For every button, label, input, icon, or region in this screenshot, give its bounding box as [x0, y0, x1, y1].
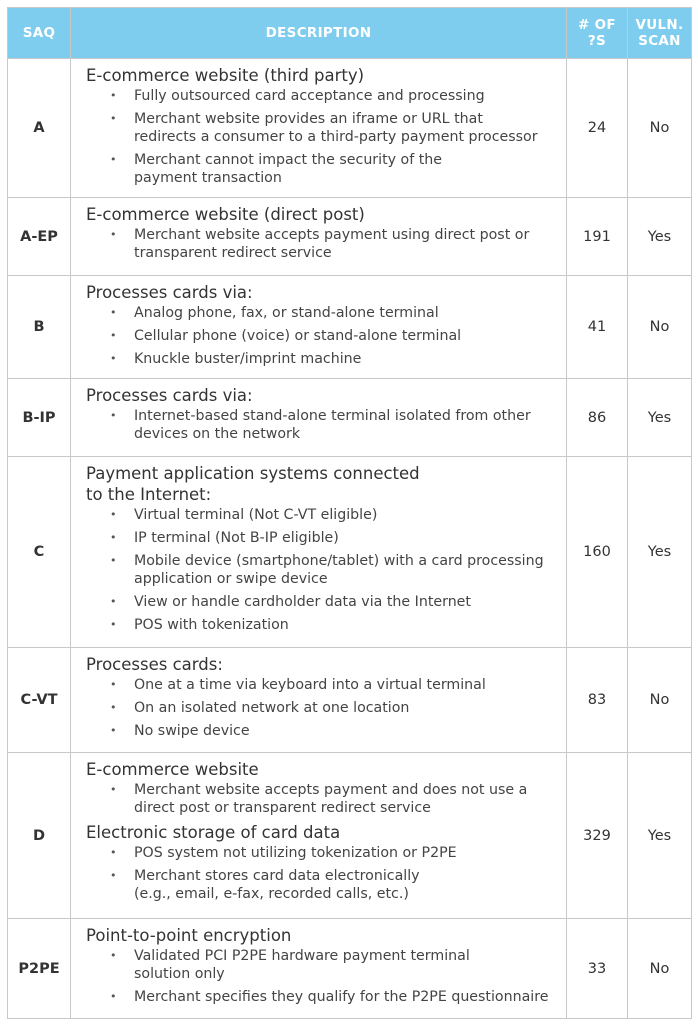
description-cell: [71, 919, 567, 1019]
description-cell: [71, 648, 567, 753]
vuln-scan-cell: Yes: [628, 457, 692, 648]
bullet-item: • One at a time via keyboard into a virtual terminal: [86, 676, 560, 694]
description-heading: Processes cards via:: [86, 386, 253, 405]
bullet-item: • No swipe device: [86, 722, 560, 740]
saq-type-cell: A: [8, 59, 71, 198]
question-count-cell: 160: [567, 457, 628, 648]
bullet-item: • Virtual terminal (Not C-VT eligible): [86, 506, 560, 524]
table-row: [8, 379, 692, 457]
saq-type-cell: C-VT: [8, 648, 71, 753]
bullet-item: • Merchant cannot impact the security of the payment transaction: [86, 151, 560, 187]
question-count-cell: 86: [567, 379, 628, 457]
question-count-cell: 24: [567, 59, 628, 198]
bullet-item: • POS system not utilizing tokenization or P2PE: [86, 844, 560, 862]
saq-type-cell: D: [8, 753, 71, 919]
bullet-item: • On an isolated network at one location: [86, 699, 560, 717]
vuln-scan-cell: No: [628, 276, 692, 379]
description-heading: Processes cards:: [86, 655, 223, 674]
table-row: [8, 276, 692, 379]
bullet-item: • Merchant website provides an iframe or URL that redirects a consumer to a third-party payment processor: [86, 110, 560, 146]
saq-table-container: [7, 7, 691, 1019]
description-cell: [71, 276, 567, 379]
table-row: [8, 648, 692, 753]
header-vuln-scan: VULN. SCAN: [628, 8, 692, 59]
vuln-scan-cell: No: [628, 59, 692, 198]
saq-table: [7, 7, 692, 1019]
question-count-cell: 33: [567, 919, 628, 1019]
bullet-item: • POS with tokenization: [86, 616, 560, 634]
bullet-list: [86, 226, 560, 262]
table-header-row: [8, 8, 692, 59]
bullet-list: [86, 781, 560, 817]
bullet-item: • Mobile device (smartphone/tablet) with a card processing application or swipe device: [86, 552, 560, 588]
vuln-scan-cell: No: [628, 648, 692, 753]
table-row: [8, 198, 692, 276]
description-heading: E-commerce website: [86, 760, 259, 779]
description-heading: Processes cards via:: [86, 283, 253, 302]
bullet-list: [86, 506, 560, 634]
bullet-list: [86, 947, 560, 1006]
bullet-item: • IP terminal (Not B-IP eligible): [86, 529, 560, 547]
description-cell: [71, 457, 567, 648]
table-row: [8, 753, 692, 919]
bullet-item: • Analog phone, fax, or stand-alone terminal: [86, 304, 560, 322]
vuln-scan-cell: No: [628, 919, 692, 1019]
question-count-cell: 41: [567, 276, 628, 379]
bullet-item: • Merchant specifies they qualify for the P2PE questionnaire: [86, 988, 560, 1006]
vuln-scan-cell: Yes: [628, 379, 692, 457]
saq-type-cell: A-EP: [8, 198, 71, 276]
description-cell: [71, 379, 567, 457]
description-heading: Payment application systems connected to the Internet:: [86, 464, 420, 504]
bullet-item: • Knuckle buster/imprint machine: [86, 350, 560, 368]
bullet-item: • Merchant stores card data electronically (e.g., email, e-fax, recorded calls, etc.): [86, 867, 560, 903]
description-cell: [71, 59, 567, 198]
saq-type-cell: C: [8, 457, 71, 648]
table-row: [8, 919, 692, 1019]
saq-type-cell: P2PE: [8, 919, 71, 1019]
description-heading: E-commerce website (third party): [86, 66, 365, 85]
saq-type-cell: B: [8, 276, 71, 379]
description-cell: [71, 198, 567, 276]
description-heading: E-commerce website (direct post): [86, 205, 365, 224]
question-count-cell: 191: [567, 198, 628, 276]
vuln-scan-cell: Yes: [628, 198, 692, 276]
bullet-item: • Merchant website accepts payment and does not use a direct post or transparent redirect service: [86, 781, 560, 817]
bullet-item: • View or handle cardholder data via the Internet: [86, 593, 560, 611]
bullet-list: [86, 844, 560, 903]
table-row: [8, 59, 692, 198]
description-cell: [71, 753, 567, 919]
bullet-item: • Merchant website accepts payment using direct post or transparent redirect service: [86, 226, 560, 262]
bullet-list: [86, 304, 560, 368]
bullet-list: [86, 87, 560, 187]
table-row: [8, 457, 692, 648]
bullet-item: • Validated PCI P2PE hardware payment terminal solution only: [86, 947, 560, 983]
bullet-item: • Fully outsourced card acceptance and processing: [86, 87, 560, 105]
bullet-list: [86, 676, 560, 740]
header-description: DESCRIPTION: [71, 8, 567, 59]
bullet-list: [86, 407, 560, 443]
description-heading: Point-to-point encryption: [86, 926, 292, 945]
description-heading: Electronic storage of card data: [86, 823, 341, 842]
header-saq: SAQ: [8, 8, 71, 59]
header-num-questions: # OF ?S: [567, 8, 628, 59]
bullet-item: • Cellular phone (voice) or stand-alone terminal: [86, 327, 560, 345]
saq-type-cell: B-IP: [8, 379, 71, 457]
vuln-scan-cell: Yes: [628, 753, 692, 919]
question-count-cell: 83: [567, 648, 628, 753]
bullet-item: • Internet-based stand-alone terminal isolated from other devices on the network: [86, 407, 560, 443]
question-count-cell: 329: [567, 753, 628, 919]
